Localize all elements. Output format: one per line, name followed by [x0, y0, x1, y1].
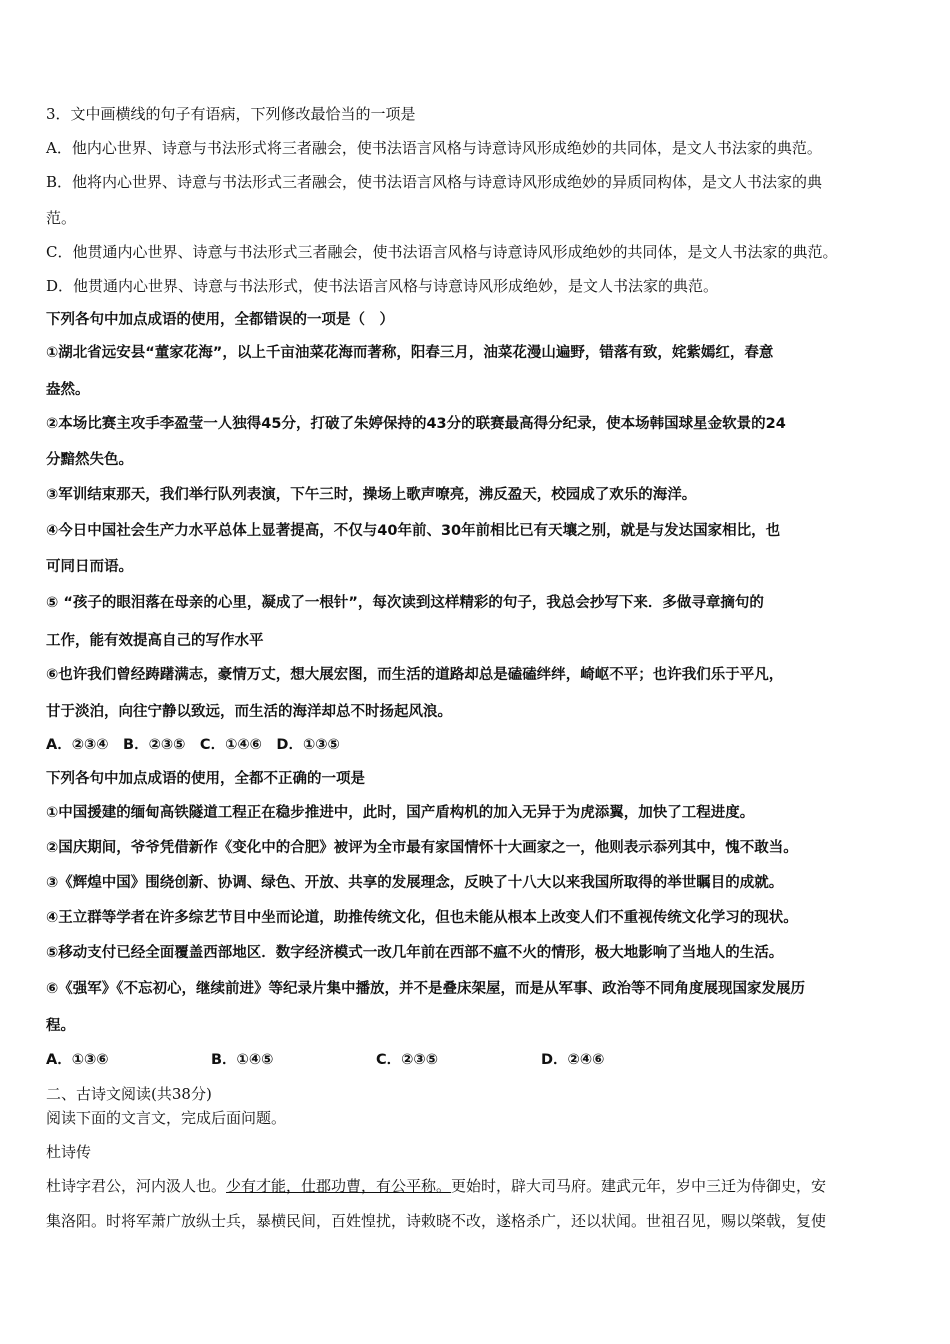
reading-instruction: 阅读下面的文言文，完成后面问题。: [46, 1109, 287, 1127]
q4-sentence-2-line1: ②本场比赛主攻手李盈莹一人独得45分，打破了朱婷保持的43分的联赛最高得分纪录，使本场韩国球星金软景的24: [46, 416, 786, 432]
passage-title: 杜诗传: [46, 1143, 92, 1161]
q4-sentence-1-line2: 盎然。: [46, 382, 90, 398]
q3-option-a: A．他内心世界、诗意与书法形式将三者融会，使书法语言风格与诗意诗风形成绝妙的共同体，是文人书法家的典范。: [46, 139, 822, 157]
q4-sentence-3: ③军训结束那天，我们举行队列表演，下午三时，操场上歌声嘹亮，沸反盈天，校园成了欢乐的海洋。: [46, 487, 697, 503]
q3-option-b-line1: B．他将内心世界、诗意与书法形式三者融会，使书法语言风格与诗意诗风形成绝妙的异质同构体，是文人书法家的典: [46, 173, 823, 191]
q5-option-a: A．①③⑥: [46, 1052, 109, 1068]
q4-sentence-1-line1: ①湖北省远安县“董家花海”，以上千亩油菜花海而著称，阳春三月，油菜花漫山遍野，错落有致，姹紫嫣红，春意: [46, 345, 774, 361]
passage-line-1: [46, 1176, 826, 1196]
q5-options: [46, 1050, 604, 1070]
passage-line-1-end: 更始时，辟大司马府。建武元年，岁中三迁为侍御史，安: [451, 1177, 827, 1195]
q5-stem: 下列各句中加点成语的使用，全都不正确的一项是: [46, 771, 365, 787]
q5-sentence-3: ③《辉煌中国》围绕创新、协调、绿色、开放、共享的发展理念，反映了十八大以来我国所取得的举世瞩目的成就。: [46, 875, 784, 891]
q5-sentence-4: ④王立群等学者在许多综艺节目中坐而论道，助推传统文化，但也未能从根本上改变人们不重视传统文化学习的现状。: [46, 910, 798, 926]
q5-option-c: C．②③⑤: [376, 1052, 438, 1068]
q4-options: A．②③④ B．②③⑤ C．①④⑥ D．①③⑤: [46, 737, 340, 753]
q4-sentence-6-line2: 甘于淡泊，向往宁静以致远，而生活的海洋却总不时扬起风浪。: [46, 704, 452, 720]
q5-option-b: B．①④⑤: [211, 1052, 274, 1068]
q4-sentence-4-line2: 可同日而语。: [46, 559, 133, 575]
q3-option-b-line2: 范。: [46, 209, 77, 227]
q3-stem: 3．文中画横线的句子有语病，下列修改最恰当的一项是: [46, 105, 416, 123]
underlined-sentence: 少有才能，仕郡功曹，有公平称。: [226, 1177, 452, 1195]
q4-sentence-5-line1: ⑤ “孩子的眼泪落在母亲的心里，凝成了一根针”，每次读到这样精彩的句子，我总会抄写下来．多做寻章摘句的: [46, 595, 764, 611]
q4-stem: 下列各句中加点成语的使用，全都错误的一项是（ ）: [46, 312, 394, 328]
q5-sentence-1: ①中国援建的缅甸高铁隧道工程正在稳步推进中，此时，国产盾构机的加入无异于为虎添翼，加快了工程进度。: [46, 805, 755, 821]
q4-sentence-6-line1: ⑥也许我们曾经踌躇满志，豪情万丈，想大展宏图，而生活的道路却总是磕磕绊绊，崎岖不平；也许我们乐于平凡，: [46, 667, 784, 683]
q4-sentence-2-line2: 分黯然失色。: [46, 452, 133, 468]
q4-sentence-5-line2: 工作，能有效提高自己的写作水平: [46, 633, 264, 649]
q5-sentence-6-line1: ⑥《强军》《不忘初心，继续前进》等纪录片集中播放，并不是叠床架屋，而是从军事、政治等不同角度展现国家发展历: [46, 981, 806, 997]
q3-option-d: D．他贯通内心世界、诗意与书法形式，使书法语言风格与诗意诗风形成绝妙，是文人书法家的典范。: [46, 277, 719, 295]
q3-option-c: C．他贯通内心世界、诗意与书法形式三者融会，使书法语言风格与诗意诗风形成绝妙的共同体，是文人书法家的典范。: [46, 243, 838, 261]
passage-line-1-start: 杜诗字君公，河内汲人也。: [46, 1177, 227, 1195]
q5-sentence-6-line2: 程。: [46, 1018, 75, 1034]
q5-option-d: D．②④⑥: [541, 1052, 605, 1068]
q5-sentence-5: ⑤移动支付已经全面覆盖西部地区．数字经济模式一改几年前在西部不瘟不火的情形，极大地影响了当地人的生活。: [46, 945, 784, 961]
q5-sentence-2: ②国庆期间，爷爷凭借新作《变化中的合肥》被评为全市最有家国情怀十大画家之一，他则表示忝列其中，愧不敢当。: [46, 840, 798, 856]
q4-sentence-4-line1: ④今日中国社会生产力水平总体上显著提高，不仅与40年前、30年前相比已有天壤之别，就是与发达国家相比，也: [46, 523, 781, 539]
section-heading: 二、古诗文阅读(共38分): [46, 1085, 212, 1103]
passage-line-2: 集洛阳。时将军萧广放纵士兵，暴横民间，百姓惶扰，诗敕晓不改，遂格杀广，还以状闻。世祖召见，赐以棨戟，复使: [46, 1212, 827, 1230]
